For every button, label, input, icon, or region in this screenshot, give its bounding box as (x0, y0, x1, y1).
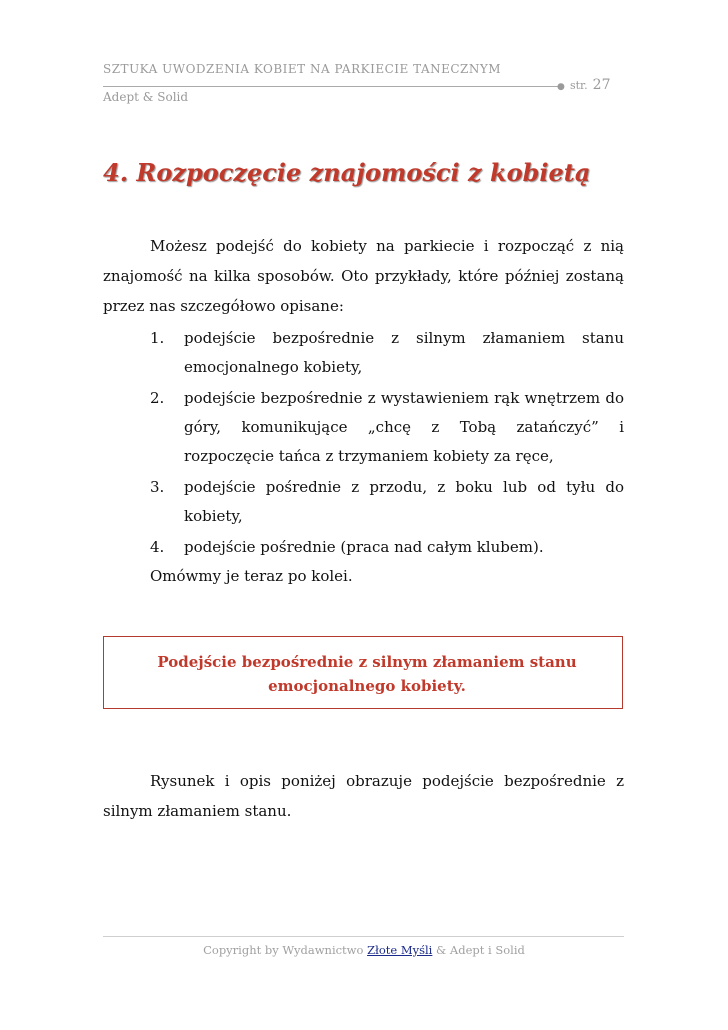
header-title: SZTUKA UWODZENIA KOBIET NA PARKIECIE TANECZNYM (103, 62, 502, 76)
section-heading: Podejście bezpośrednie z silnym złamaniem stanu emocjonalnego kobiety. (157, 653, 577, 695)
list-item (150, 384, 624, 471)
closing-line: Omówmy je teraz po kolei. (150, 567, 353, 585)
page-number (557, 74, 611, 93)
footer-prefix: Copyright by Wydawnictwo (203, 943, 368, 957)
list-number: 1. (150, 329, 165, 347)
intro-paragraph: Możesz podejść do kobiety na parkiecie i rozpocząć z nią znajomość na kilka sposobów. Oto przykłady, które później zostaną przez nas szczegółowo opisane: (103, 237, 624, 315)
chapter-title: 4. Rozpoczęcie znajomości z kobietą (103, 158, 591, 187)
list-text: podejście bezpośrednie z wystawieniem rąk wnętrzem do góry, komunikujące „chcę z Tobą zatańczyć” i rozpoczęcie tańca z trzymaniem kobiety za ręce, (184, 389, 624, 465)
list-item (150, 324, 624, 382)
list-item (150, 473, 624, 531)
approach-list (150, 324, 624, 564)
list-number: 2. (150, 389, 165, 407)
section-box (103, 636, 623, 709)
list-number: 3. (150, 478, 165, 496)
list-text: podejście bezpośrednie z silnym złamaniem stanu emocjonalnego kobiety, (184, 329, 624, 376)
page-bullet: ● (557, 82, 565, 92)
list-number: 4. (150, 538, 165, 556)
page-label: str. (569, 79, 588, 92)
publisher-link[interactable]: Złote Myśli (367, 943, 433, 957)
header-subtitle: Adept & Solid (103, 90, 189, 104)
list-text: podejście pośrednie z przodu, z boku lub od tyłu do kobiety, (184, 478, 624, 525)
header-rule (103, 86, 561, 87)
footer-rule (103, 936, 624, 937)
list-text: podejście pośrednie (praca nad całym klubem). (184, 538, 544, 556)
page-number-value: 27 (592, 77, 611, 93)
footer-suffix: & Adept i Solid (432, 943, 525, 957)
list-item (150, 533, 624, 562)
footer (0, 943, 728, 957)
figure-intro-paragraph: Rysunek i opis poniżej obrazuje podejście bezpośrednie z silnym złamaniem stanu. (103, 772, 624, 820)
